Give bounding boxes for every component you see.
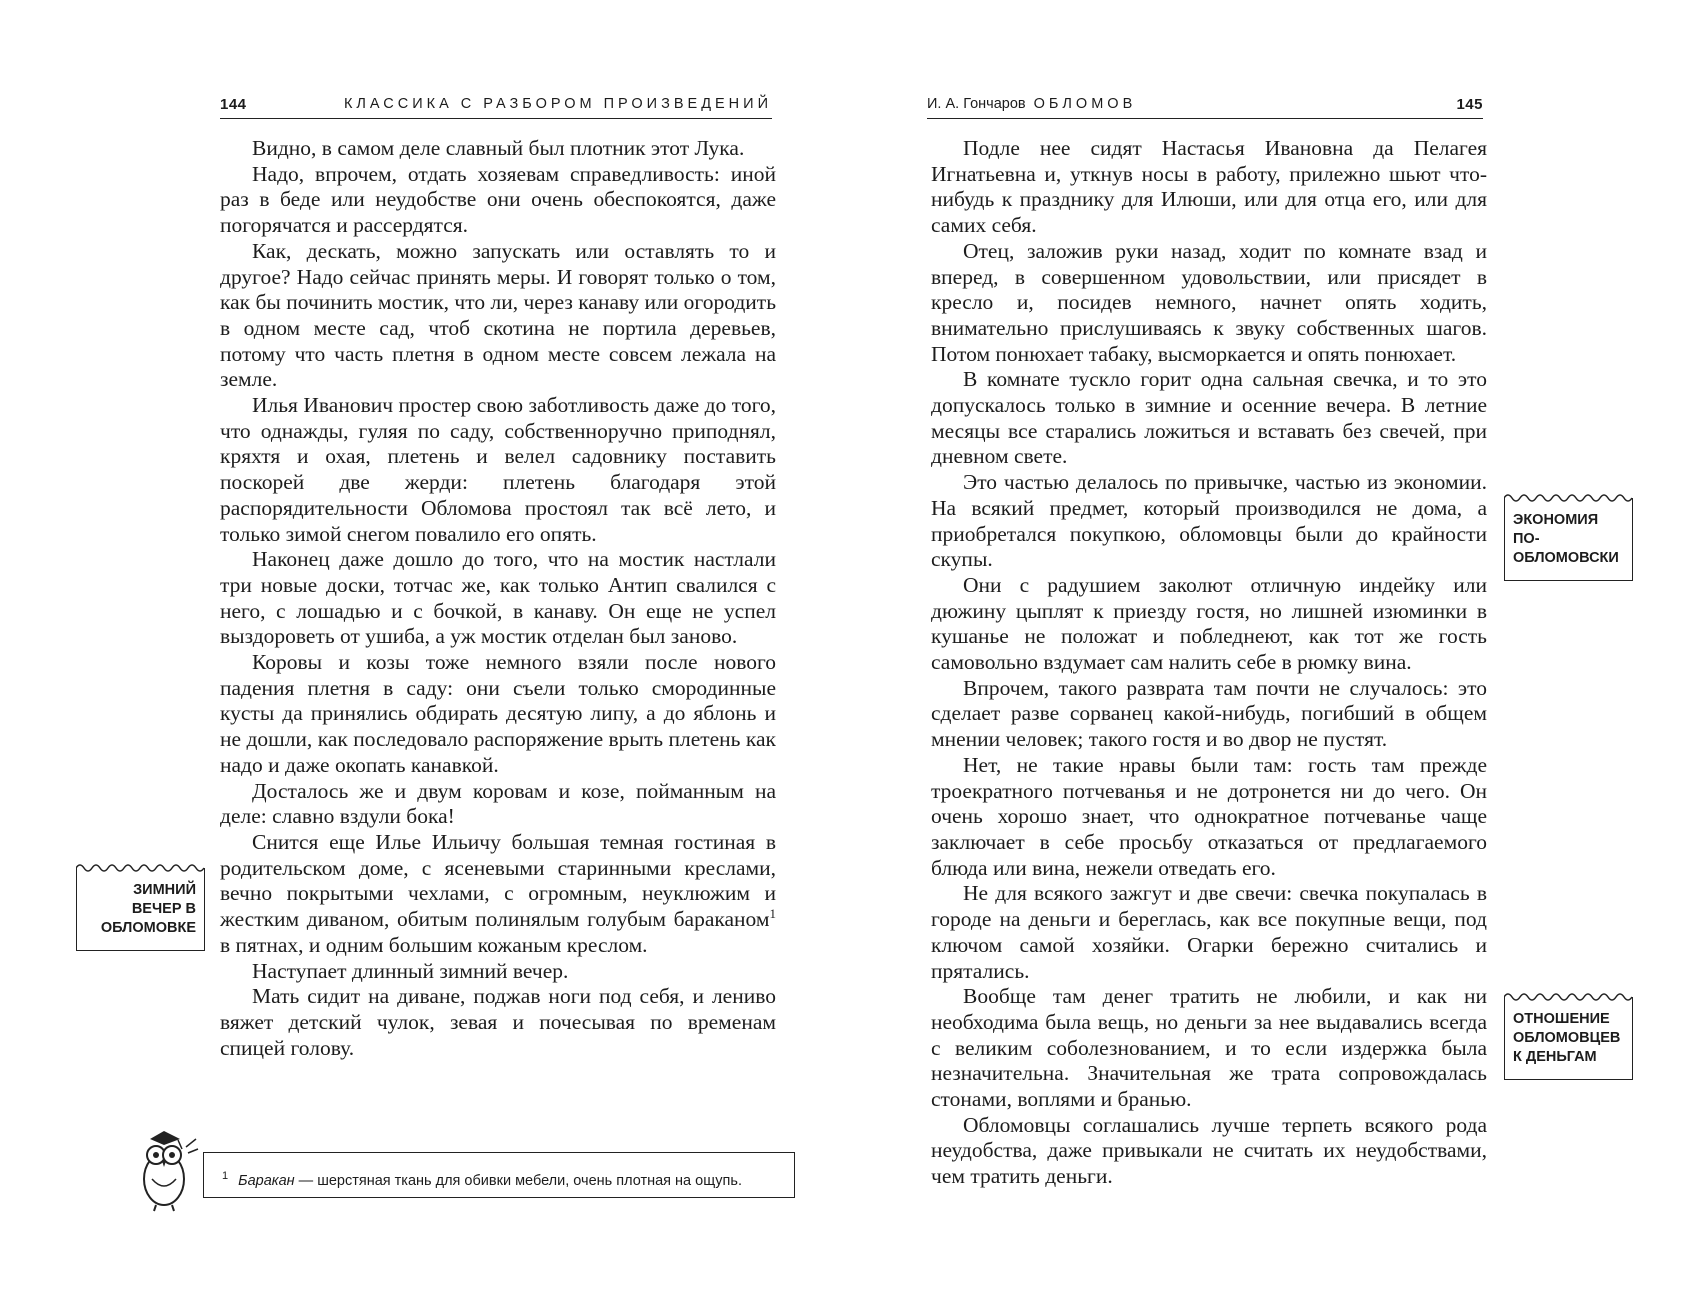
series-title: КЛАССИКА С РАЗБОРОМ ПРОИЗВЕДЕНИЙ bbox=[343, 96, 772, 112]
margin-note-text: ОТНОШЕНИЕ ОБЛОМОВЦЕВ К ДЕНЬГАМ bbox=[1513, 1011, 1621, 1065]
owl-mascot-icon bbox=[126, 1117, 202, 1215]
margin-note-money-attitude bbox=[1504, 997, 1633, 1080]
paragraph: Видно, в самом деле славный был плотник этот Лука. bbox=[252, 136, 745, 160]
paragraph: Досталось же и двум коровам и козе, пойманным на деле: славно вздули бока! bbox=[220, 778, 776, 829]
footnote-ref[interactable]: 1 bbox=[769, 905, 776, 921]
paragraph: Это частью делалось по привычке, частью из экономии. На всякий предмет, который производился не дома, а приобретался покупкою, обломовцы были до крайности скупы. bbox=[931, 470, 1487, 572]
right-body-text bbox=[931, 136, 1487, 1190]
author-name: И. А. Гончаров bbox=[927, 96, 1026, 112]
paragraph: Наступает длинный зимний вечер. bbox=[252, 958, 569, 983]
margin-note-text: ЭКОНОМИЯ ПО-ОБЛОМОВСКИ bbox=[1513, 512, 1619, 566]
paragraph: Надо, впрочем, отдать хозяевам справедливость: иной раз в беде или неудобстве они очень обеспокоятся, даже погорячатся и рассердятся. bbox=[220, 161, 776, 238]
paragraph: Мать сидит на диване, поджав ноги под себя, и лениво вяжет детский чулок, зевая и почесывая по временам спицей голову. bbox=[220, 984, 776, 1060]
paragraph: Они с радушием заколют отличную индейку или дюжину цыплят к приезду гостя, но лишней изюминки в кушанье не положат и побледнеют, как тот же гость самовольно вздумает сам налить себе в рюмку вина. bbox=[931, 572, 1487, 675]
wavy-border-icon bbox=[1504, 990, 1633, 1004]
margin-note-text: ЗИМНИЙ ВЕЧЕР В ОБЛОМОВКЕ bbox=[100, 882, 196, 936]
paragraph: Вообще там денег тратить не любили, и как ни необходима была вещь, но деньги за нее выдавались всегда с великим соболезнованием, и то если издержка была незначительна. Значительная же трата сопровождалась стонами, воплями и бранью. bbox=[931, 984, 1487, 1112]
paragraph: Подле нее сидят Настасья Ивановна да Пелагея Игнатьевна и, уткнув носы в работу, прилежно шьют что-нибудь к празднику для Илюши, или для отца его, или для самих себя. bbox=[931, 136, 1487, 238]
paragraph: В комнате тускло горит одна сальная свечка, и то это допускалось только в зимние и осенние вечера. В летние месяцы все старались ложиться и вставать без свечей, при дневном свете. bbox=[931, 367, 1487, 469]
margin-note-economy bbox=[1504, 498, 1633, 581]
right-page bbox=[844, 0, 1688, 1311]
paragraph: Нет, не такие нравы были там: гость там прежде троекратного потчеванья и не дотронется ни до чего. Он очень хорошо знает, что однократное потчеванье чаще заключает в себе просьбу отказаться от предлагаемого блюда или вина, нежели отведать его. bbox=[931, 752, 1487, 880]
paragraph: Впрочем, такого разврата там почти не случалось: это сделает разве сорванец какой-нибудь, погибший в общем мнении человек; такого гостя и во двор не пустят. bbox=[931, 675, 1487, 752]
paragraph-text-tail: в пятнах, и одним большим кожаным креслом. bbox=[220, 932, 648, 957]
paragraph: Не для всякого зажгут и две свечи: свечка покупалась в городе на деньги и береглась, как все покупные вещи, под ключом самой хозяйки. Огарки бережно считались и прятались. bbox=[931, 881, 1487, 983]
footnote-term: Баракан bbox=[238, 1172, 295, 1189]
footnote-text: — шерстяная ткань для обивки мебели, очень плотная на ощупь. bbox=[294, 1172, 742, 1189]
left-body-text bbox=[220, 136, 776, 1061]
paragraph: Коровы и козы тоже немного взяли после нового падения плетня в саду: они съели только смородинные кусты да принялись обдирать десятую липу, а до яблонь и не дошли, как последовало распоряжение врыть плетень как надо и даже окопать канавкой. bbox=[220, 650, 776, 777]
page-number: 145 bbox=[1456, 96, 1483, 113]
book-title-header bbox=[927, 96, 1136, 112]
margin-note-winter-evening bbox=[76, 868, 205, 951]
paragraph: Обломовцы соглашались лучше терпеть всякого рода неудобства, даже привыкали не считать их неудобствами, чем тратить деньги. bbox=[931, 1112, 1487, 1189]
paragraph: Отец, заложив руки назад, ходит по комнате взад и вперед, в совершенном удовольствии, или присядет в кресло и, посидев немного, начнет опять ходить, внимательно прислушиваясь к звуку собственных шагов. Потом понюхает табаку, высморкается и опять понюхает. bbox=[931, 238, 1487, 366]
paragraph: Как, дескать, можно запускать или оставлять то и другое? Надо сейчас принять меры. И говорят только о том, как бы починить мостик, что ли, через канаву или огородить в одном месте сад, чтоб скотина не портила деревьев, потому что часть плетня в одном месте совсем лежала на земле. bbox=[220, 238, 776, 392]
wavy-border-icon bbox=[76, 861, 205, 875]
paragraph: Илья Иванович простер свою заботливость даже до того, что однажды, гуляя по саду, собственноручно приподнял, кряхтя и охая, плетень и велел садовнику поставить поскорей две жерди: плетень благодаря этой распорядительности Обломова простоял так всё лето, и только зимой снегом повалило его опять. bbox=[220, 393, 776, 546]
page-number: 144 bbox=[220, 96, 247, 113]
paragraph bbox=[220, 830, 776, 959]
wavy-border-icon bbox=[1504, 491, 1633, 505]
paragraph: Наконец даже дошло до того, что на мостик настлали три новые доски, тотчас же, как только Антип свалился с него, с лошадью и с бочкой, в канаву. Он еще не успел выздороветь от ушиба, а уж мостик отделан был заново. bbox=[220, 547, 776, 649]
paragraph-text: Снится еще Илье Ильичу большая темная гостиная в родительском доме, с ясеневыми старинными креслами, вечно покрытыми чехлами, с огромным, неуклюжим и жестким диваном, обитым полинялым голубым бараканом bbox=[220, 829, 776, 932]
footnote bbox=[203, 1152, 795, 1198]
footnote-number: 1 bbox=[222, 1170, 229, 1182]
book-title: ОБЛОМОВ bbox=[1033, 96, 1137, 112]
right-running-header bbox=[927, 96, 1483, 119]
left-running-header bbox=[220, 96, 772, 119]
